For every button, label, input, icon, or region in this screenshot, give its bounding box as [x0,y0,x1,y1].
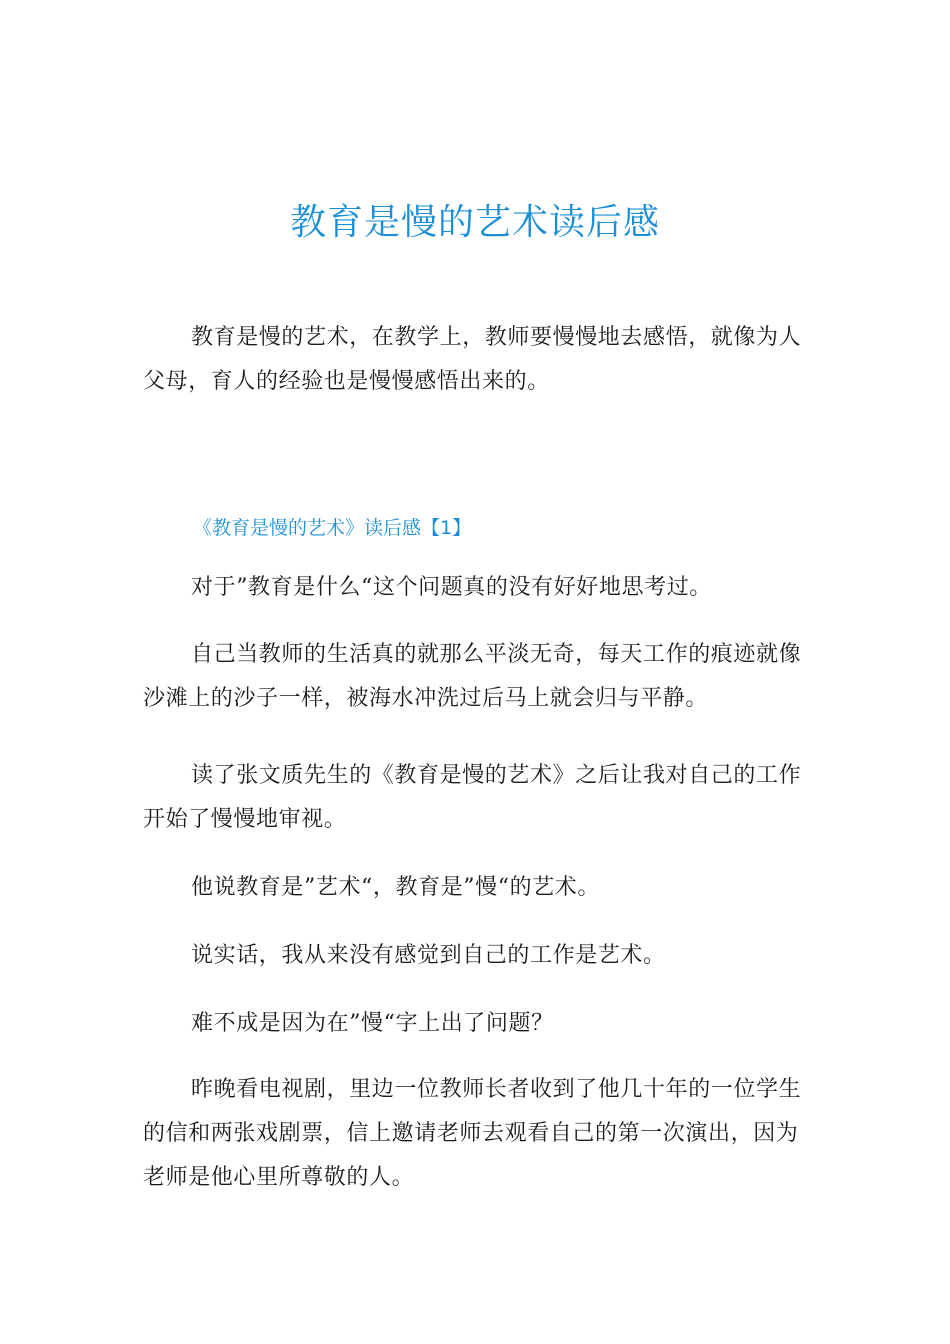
body-paragraph-7: 昨晚看电视剧，里边一位教师长者收到了他几十年的一位学生的信和两张戏剧票，信上邀请老师去观看自己的第一次演出，因为老师是他心里所尊敬的人。 [143,1077,802,1190]
section-heading: 《教育是慢的艺术》读后感【1】 [193,517,472,539]
body-paragraph-2: 自己当教师的生活真的就那么平淡无奇，每天工作的痕迹就像沙滩上的沙子一样，被海水冲洗过后马上就会归与平静。 [143,642,802,711]
body-paragraph-1: 对于”教育是什么“这个问题真的没有好好地思考过。 [191,575,712,600]
body-paragraph-5: 说实话，我从来没有感觉到自己的工作是艺术。 [191,943,666,968]
body-paragraph-3: 读了张文质先生的《教育是慢的艺术》之后让我对自己的工作开始了慢慢地审视。 [143,763,802,832]
intro-paragraph: 教育是慢的艺术，在教学上，教师要慢慢地去感悟，就像为人父母，育人的经验也是慢慢感悟出来的。 [143,325,802,394]
body-paragraph-4: 他说教育是”艺术“，教育是”慢“的艺术。 [191,875,600,900]
body-paragraph-6: 难不成是因为在”慢“字上出了问题？ [191,1011,554,1036]
document-title: 教育是慢的艺术读后感 [289,202,660,243]
